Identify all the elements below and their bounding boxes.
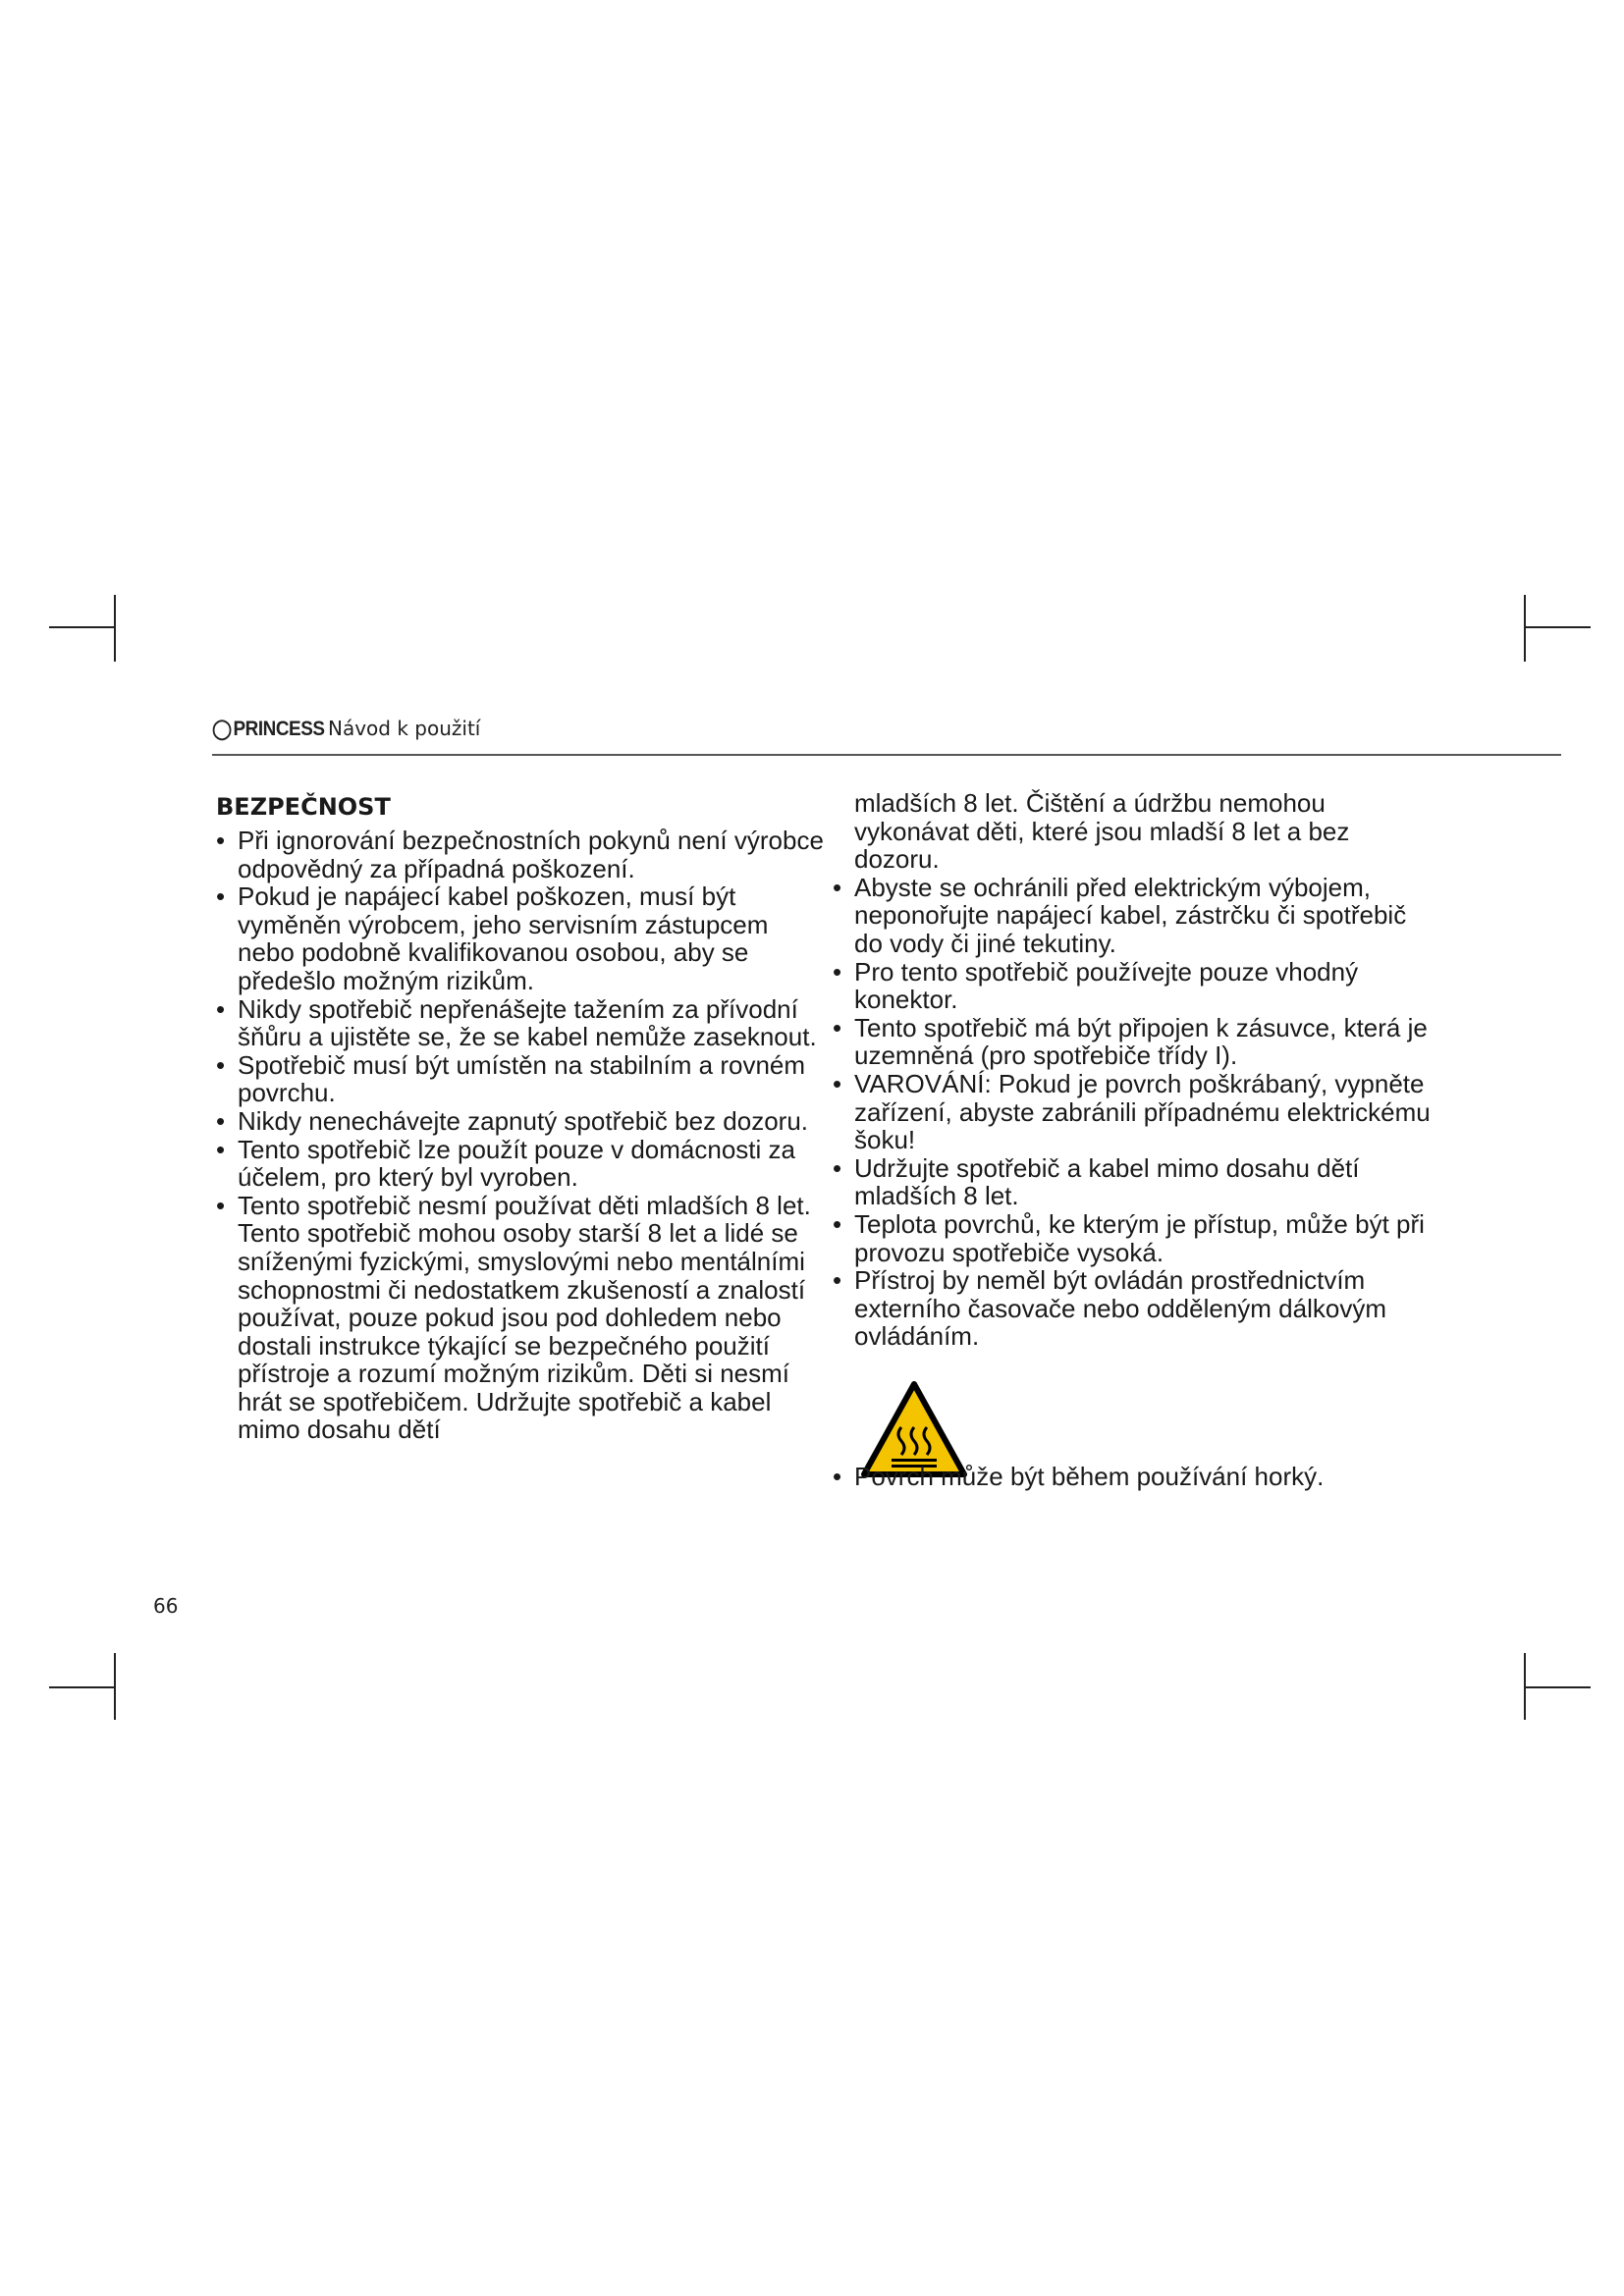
list-item: • Spotřebič musí být umístěn na stabilním a rovném povrchu. <box>216 1051 825 1107</box>
crop-mark-bottom-left-h <box>49 1686 116 1688</box>
hot-surface-notice <box>833 1380 1441 1527</box>
list-item: • Pro tento spotřebič používejte pouze vhodný konektor. <box>833 958 1441 1014</box>
crop-mark-top-left-v <box>114 595 116 662</box>
list-item: • Udržujte spotřebič a kabel mimo dosahu dětí mladších 8 let. <box>833 1154 1441 1210</box>
list-item: • Přístroj by neměl být ovládán prostřednictvím externího časovače nebo odděleným dálkovým ovládáním. <box>833 1266 1441 1351</box>
left-bullet-list <box>216 827 825 1444</box>
continued-text: mladších 8 let. Čištění a údržbu nemohou vykonávat děti, které jsou mladší 8 let a bez dozoru. <box>854 788 1350 875</box>
crop-mark-bottom-right-h <box>1524 1686 1591 1688</box>
right-bullet-list <box>833 874 1441 1351</box>
list-item: • Pokud je napájecí kabel poškozen, musí být vyměněn výrobcem, jeho servisním zástupcem nebo podobně kvalifikovanou osobou, aby se předešlo možným rizikům. <box>216 882 825 994</box>
brand-logo <box>212 717 325 741</box>
list-item: • Při ignorování bezpečnostních pokynů není výrobce odpovědný za případná poškození. <box>216 827 825 882</box>
left-column <box>216 793 825 1444</box>
list-item: • Teplota povrchů, ke kterým je přístup, může být při provozu spotřebiče vysoká. <box>833 1210 1441 1266</box>
crop-mark-top-right-v <box>1524 595 1526 662</box>
list-item: • Tento spotřebič nesmí používat děti mladších 8 let. Tento spotřebič mohou osoby starší 8 let a lidé se sníženými fyzickými, smyslovými nebo mentálními schopnostmi či nedostatkem zkušeností a znalostí používat, pouze pokud jsou pod dohledem nebo dostali instrukce týkající se bezpečného použití přístroje a rozumí možným rizikům. Děti si nesmí hrát se spotřebičem. Udržujte spotřebič a kabel mimo dosahu dětí <box>216 1192 825 1444</box>
crop-mark-top-left-h <box>49 626 116 628</box>
brand-emblem-icon: ◯ <box>212 719 232 740</box>
list-item: • Nikdy nenechávejte zapnutý spotřebič bez dozoru. <box>216 1107 825 1136</box>
crop-mark-bottom-left-v <box>114 1653 116 1720</box>
page-subtitle: Návod k použití <box>328 717 481 740</box>
brand-name: PRINCESS <box>233 718 325 740</box>
page-header <box>212 715 1561 756</box>
list-item: • Tento spotřebič lze použít pouze v domácnosti za účelem, pro který byl vyroben. <box>216 1136 825 1192</box>
crop-mark-top-right-h <box>1524 626 1591 628</box>
list-item: • Povrch může být během používání horký. <box>833 1463 1441 1491</box>
page-number: 66 <box>153 1594 179 1618</box>
list-item: • Nikdy spotřebič nepřenášejte tažením za přívodní šňůru a ujistěte se, že se kabel nemůže zaseknout. <box>216 995 825 1051</box>
right-column <box>833 789 1441 1527</box>
list-item: • Abyste se ochránili před elektrickým výbojem, neponořujte napájecí kabel, zástrčku či spotřebič do vody či jiné tekutiny. <box>833 874 1441 958</box>
hot-surface-list <box>833 1463 1441 1491</box>
section-heading: BEZPEČNOST <box>216 793 391 821</box>
list-item: • VAROVÁNÍ: Pokud je povrch poškrábaný, vypněte zařízení, abyste zabránili případnému elektrickému šoku! <box>833 1070 1441 1154</box>
crop-mark-bottom-right-v <box>1524 1653 1526 1720</box>
list-item: • Tento spotřebič má být připojen k zásuvce, která je uzemněná (pro spotřebiče třídy I). <box>833 1014 1441 1070</box>
